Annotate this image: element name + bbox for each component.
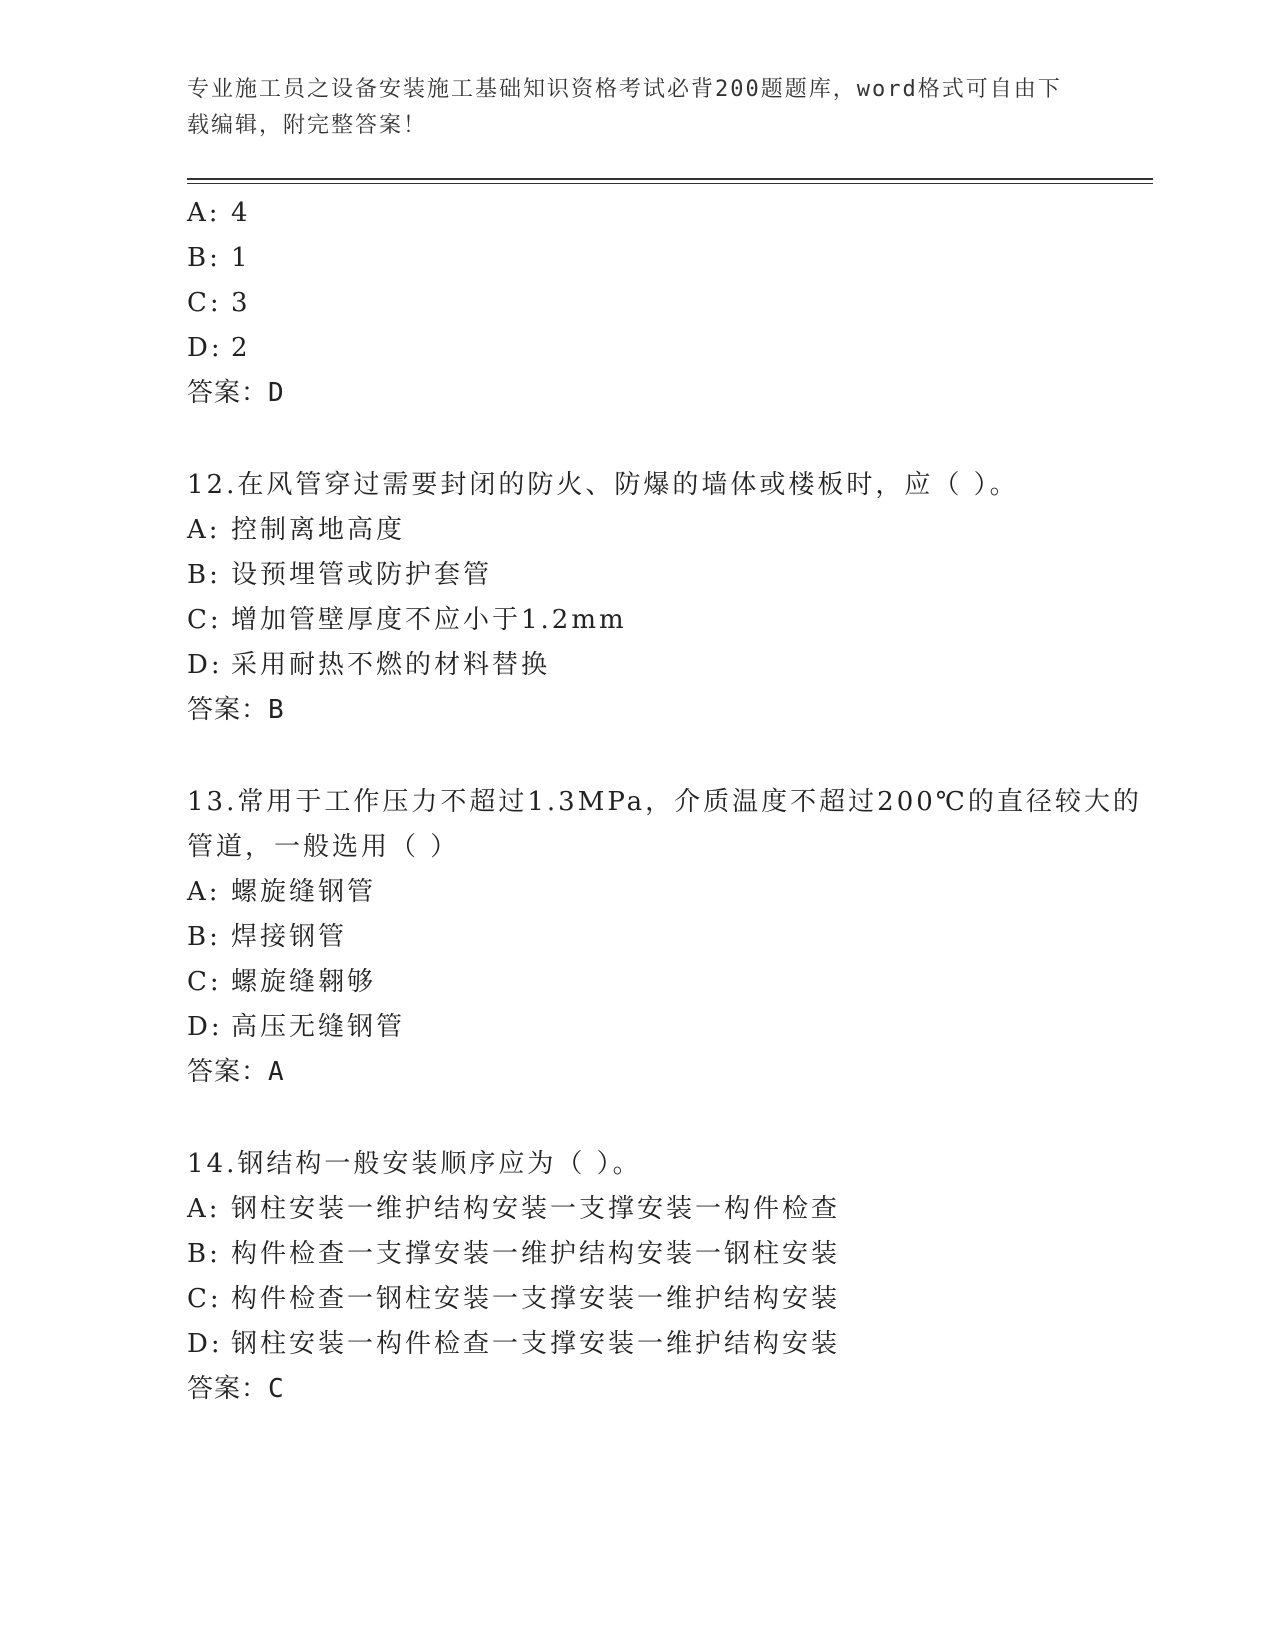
header-rule-thick <box>187 178 1153 180</box>
answer-value: A <box>268 1057 285 1087</box>
option-label: D: <box>187 1012 223 1042</box>
spacer <box>187 733 1147 780</box>
option-text: 3 <box>231 288 251 318</box>
option-d <box>187 1322 1147 1367</box>
answer-value: D <box>268 378 285 408</box>
option-text: 2 <box>231 333 251 363</box>
answer-label: 答案： <box>187 378 269 408</box>
option-d <box>187 643 1147 688</box>
answer-line <box>187 371 1147 416</box>
option-text: 采用耐热不燃的材料替换 <box>231 650 551 680</box>
answer-value: B <box>268 695 285 725</box>
option-label: B: <box>187 922 221 952</box>
option-label: A: <box>187 1194 221 1224</box>
option-d <box>187 326 1147 371</box>
answer-line <box>187 1367 1147 1412</box>
question-block-13 <box>187 780 1147 1095</box>
option-b <box>187 236 1147 281</box>
option-c <box>187 281 1147 326</box>
option-text: 构件检查一钢柱安装一支撑安装一维护结构安装 <box>231 1284 841 1314</box>
option-label: B: <box>187 1239 221 1269</box>
question-stem: 12.在风管穿过需要封闭的防火、防爆的墙体或楼板时，应（ ）。 <box>187 470 1019 500</box>
header-rule-thin <box>187 183 1153 184</box>
option-text: 4 <box>231 198 251 228</box>
option-b <box>187 553 1147 598</box>
option-text: 钢柱安装一构件检查一支撑安装一维护结构安装 <box>231 1329 841 1359</box>
option-text: 增加管壁厚度不应小于1.2mm <box>231 605 627 635</box>
option-b <box>187 915 1147 960</box>
option-a <box>187 1187 1147 1232</box>
option-label: C: <box>187 1284 222 1314</box>
option-text: 构件检查一支撑安装一维护结构安装一钢柱安装 <box>231 1239 841 1269</box>
option-a <box>187 870 1147 915</box>
question-block-11 <box>187 191 1147 416</box>
option-text: 螺旋缝钢管 <box>231 877 377 907</box>
option-b <box>187 1232 1147 1277</box>
option-label: C: <box>187 605 222 635</box>
option-c <box>187 598 1147 643</box>
option-label: D: <box>187 333 223 363</box>
option-a <box>187 191 1147 236</box>
option-text: 焊接钢管 <box>231 922 348 952</box>
answer-line <box>187 688 1147 733</box>
option-label: B: <box>187 560 221 590</box>
document-body <box>187 191 1147 1412</box>
option-text: 控制离地高度 <box>231 515 406 545</box>
option-c <box>187 1277 1147 1322</box>
answer-label: 答案： <box>187 1374 269 1404</box>
option-text: 高压无缝钢管 <box>231 1012 406 1042</box>
answer-value: C <box>268 1374 285 1404</box>
option-label: C: <box>187 967 222 997</box>
option-label: C: <box>187 288 222 318</box>
option-a <box>187 508 1147 553</box>
option-label: D: <box>187 650 223 680</box>
document-header: 专业施工员之设备安装施工基础知识资格考试必背200题题库，word格式可自由下载编辑，附完整答案！ <box>187 77 1062 138</box>
answer-line <box>187 1050 1147 1095</box>
question-block-12 <box>187 463 1147 733</box>
answer-label: 答案： <box>187 695 269 725</box>
option-text: 1 <box>231 243 251 273</box>
spacer <box>187 416 1147 463</box>
option-text: 设预埋管或防护套管 <box>231 560 493 590</box>
question-block-14 <box>187 1142 1147 1412</box>
option-label: A: <box>187 515 221 545</box>
question-stem: 13.常用于工作压力不超过1.3MPa，介质温度不超过200℃的直径较大的管道，一般选用（ ） <box>187 787 1142 862</box>
spacer <box>187 1095 1147 1142</box>
option-label: A: <box>187 877 221 907</box>
option-label: A: <box>187 198 221 228</box>
option-c <box>187 960 1147 1005</box>
option-text: 螺旋缝翱够 <box>231 967 377 997</box>
option-label: B: <box>187 243 221 273</box>
answer-label: 答案： <box>187 1057 269 1087</box>
option-label: D: <box>187 1329 223 1359</box>
question-stem: 14.钢结构一般安装顺序应为（ ）。 <box>187 1149 642 1179</box>
option-text: 钢柱安装一维护结构安装一支撑安装一构件检查 <box>231 1194 841 1224</box>
option-d <box>187 1005 1147 1050</box>
